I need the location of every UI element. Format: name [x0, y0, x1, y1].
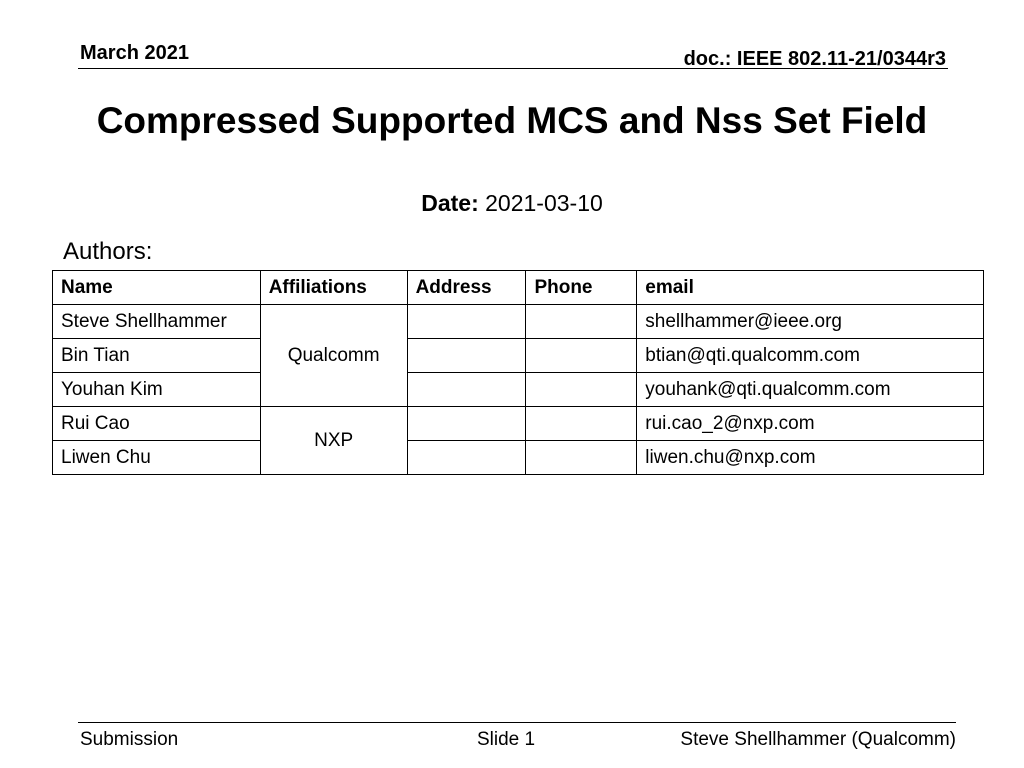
header-phone: Phone [526, 271, 637, 305]
date-line [0, 190, 1024, 217]
author-address [407, 305, 526, 339]
author-affiliation: NXP [260, 407, 407, 475]
header-address: Address [407, 271, 526, 305]
header-doc-id: doc.: IEEE 802.11-21/0344r3 [683, 48, 946, 70]
author-email: youhank@qti.qualcomm.com [637, 373, 984, 407]
table-row [53, 441, 984, 475]
author-address [407, 441, 526, 475]
author-address [407, 373, 526, 407]
author-name: Steve Shellhammer [53, 305, 261, 339]
author-email: shellhammer@ieee.org [637, 305, 984, 339]
header-affiliations: Affiliations [260, 271, 407, 305]
footer-presenter: Steve Shellhammer (Qualcomm) [680, 729, 956, 750]
date-label: Date: [421, 190, 479, 216]
table-row [53, 373, 984, 407]
authors-label: Authors: [63, 238, 153, 265]
footer-slide-number: Slide 1 [477, 729, 536, 750]
author-email: btian@qti.qualcomm.com [637, 339, 984, 373]
header-date: March 2021 [80, 42, 189, 64]
authors-table [52, 270, 984, 475]
author-name: Rui Cao [53, 407, 261, 441]
author-phone [526, 305, 637, 339]
author-name: Liwen Chu [53, 441, 261, 475]
author-email: liwen.chu@nxp.com [637, 441, 984, 475]
author-phone [526, 407, 637, 441]
author-address [407, 407, 526, 441]
table-row [53, 339, 984, 373]
author-phone [526, 373, 637, 407]
slide-title: Compressed Supported MCS and Nss Set Field [96, 100, 928, 141]
footer-divider [78, 722, 956, 723]
author-affiliation: Qualcomm [260, 305, 407, 407]
author-name: Bin Tian [53, 339, 261, 373]
footer-submission: Submission [80, 729, 179, 750]
author-phone [526, 441, 637, 475]
date-value: 2021-03-10 [485, 190, 603, 216]
table-header-row [53, 271, 984, 305]
author-name: Youhan Kim [53, 373, 261, 407]
author-phone [526, 339, 637, 373]
header-name: Name [53, 271, 261, 305]
table-row [53, 305, 984, 339]
author-address [407, 339, 526, 373]
header-email: email [637, 271, 984, 305]
author-email: rui.cao_2@nxp.com [637, 407, 984, 441]
header-divider [78, 68, 948, 69]
table-row [53, 407, 984, 441]
